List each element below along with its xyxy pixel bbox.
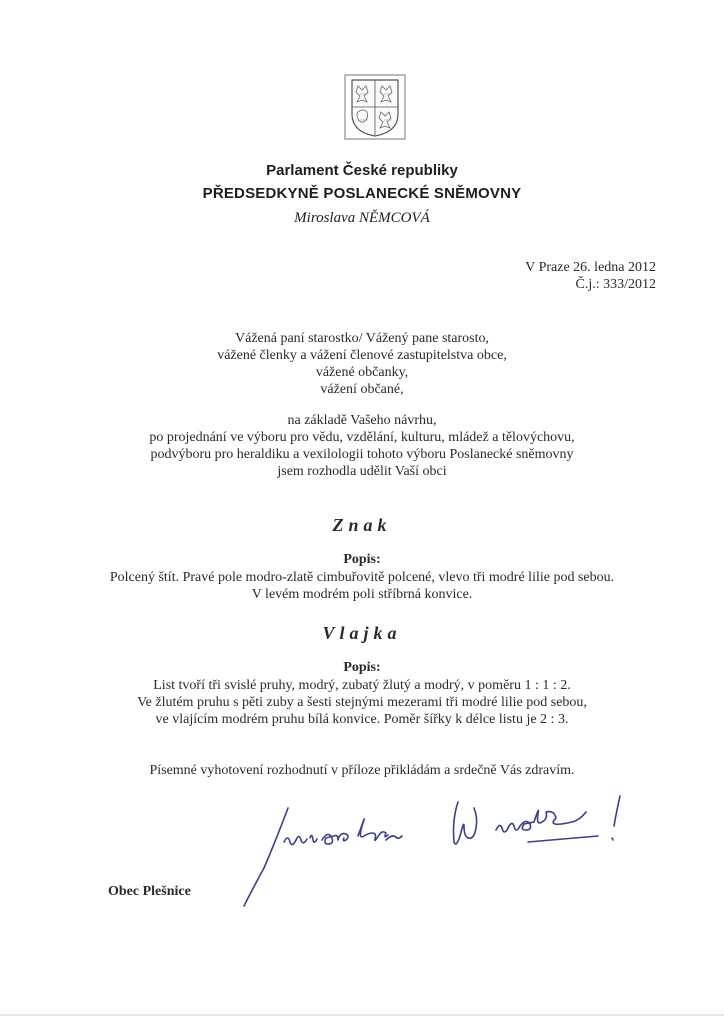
salutation	[0, 330, 724, 398]
vlajka-description	[0, 677, 724, 728]
znak-popis-label: Popis:	[343, 552, 381, 567]
handwritten-signature	[236, 780, 636, 910]
vlajka-heading: Vlajka	[322, 623, 402, 643]
institution-name: Parlament České republiky	[266, 162, 458, 179]
znak-description-line: V levém modrém poli stříbrná konvice.	[251, 587, 473, 602]
salutation-line: vážené občanky,	[315, 365, 409, 380]
intro-line: na základě Vašeho návrhu,	[287, 413, 437, 428]
intro-line: podvýboru pro heraldiku a vexilologii tohoto výboru Poslanecké sněmovny	[150, 447, 574, 462]
znak-description	[0, 569, 724, 603]
znak-description-line: Polcený štít. Pravé pole modro-zlatě cimbuřovitě polcené, vlevo tři modré lilie pod sebou.	[109, 570, 615, 585]
place-date: V Praze 26. ledna 2012	[525, 260, 656, 275]
date-reference-block	[525, 259, 656, 293]
closing-sentence: Písemné vyhotovení rozhodnutí v příloze přikládám a srdečně Vás zdravím.	[149, 763, 575, 778]
salutation-line: vážené členky a vážení členové zastupitelstva obce,	[217, 348, 507, 363]
office-title: PŘEDSEDKYNĚ POSLANECKÉ SNĚMOVNY	[202, 185, 522, 202]
reference-number: Č.j.: 333/2012	[575, 277, 656, 292]
coat-of-arms-emblem	[344, 74, 406, 140]
page-bottom-edge	[0, 1014, 724, 1016]
coat-of-arms-icon	[344, 74, 406, 140]
intro-line: po projednání ve výboru pro vědu, vzdělání, kulturu, mládež a tělovýchovu,	[149, 430, 575, 445]
intro-paragraph	[0, 412, 724, 480]
sender-name: Miroslava NĚMCOVÁ	[294, 210, 430, 226]
vlajka-description-line: Ve žlutém pruhu s pěti zuby a šesti stejnými mezerami tři modré lilie pod sebou,	[137, 695, 587, 710]
vlajka-description-line: ve vlajícím modrém pruhu bílá konvice. Poměr šířky k délce listu je 2 : 3.	[155, 712, 569, 727]
intro-line: jsem rozhodla udělit Vaší obci	[277, 464, 447, 479]
salutation-line: Vážená paní starostko/ Vážený pane starosto,	[235, 331, 489, 346]
salutation-line: vážení občané,	[320, 382, 404, 397]
recipient-name: Obec Plešnice	[108, 884, 191, 899]
znak-heading: Znak	[332, 515, 392, 535]
vlajka-popis-label: Popis:	[343, 660, 381, 675]
vlajka-description-line: List tvoří tři svislé pruhy, modrý, zubatý žlutý a modrý, v poměru 1 : 1 : 2.	[153, 678, 571, 693]
